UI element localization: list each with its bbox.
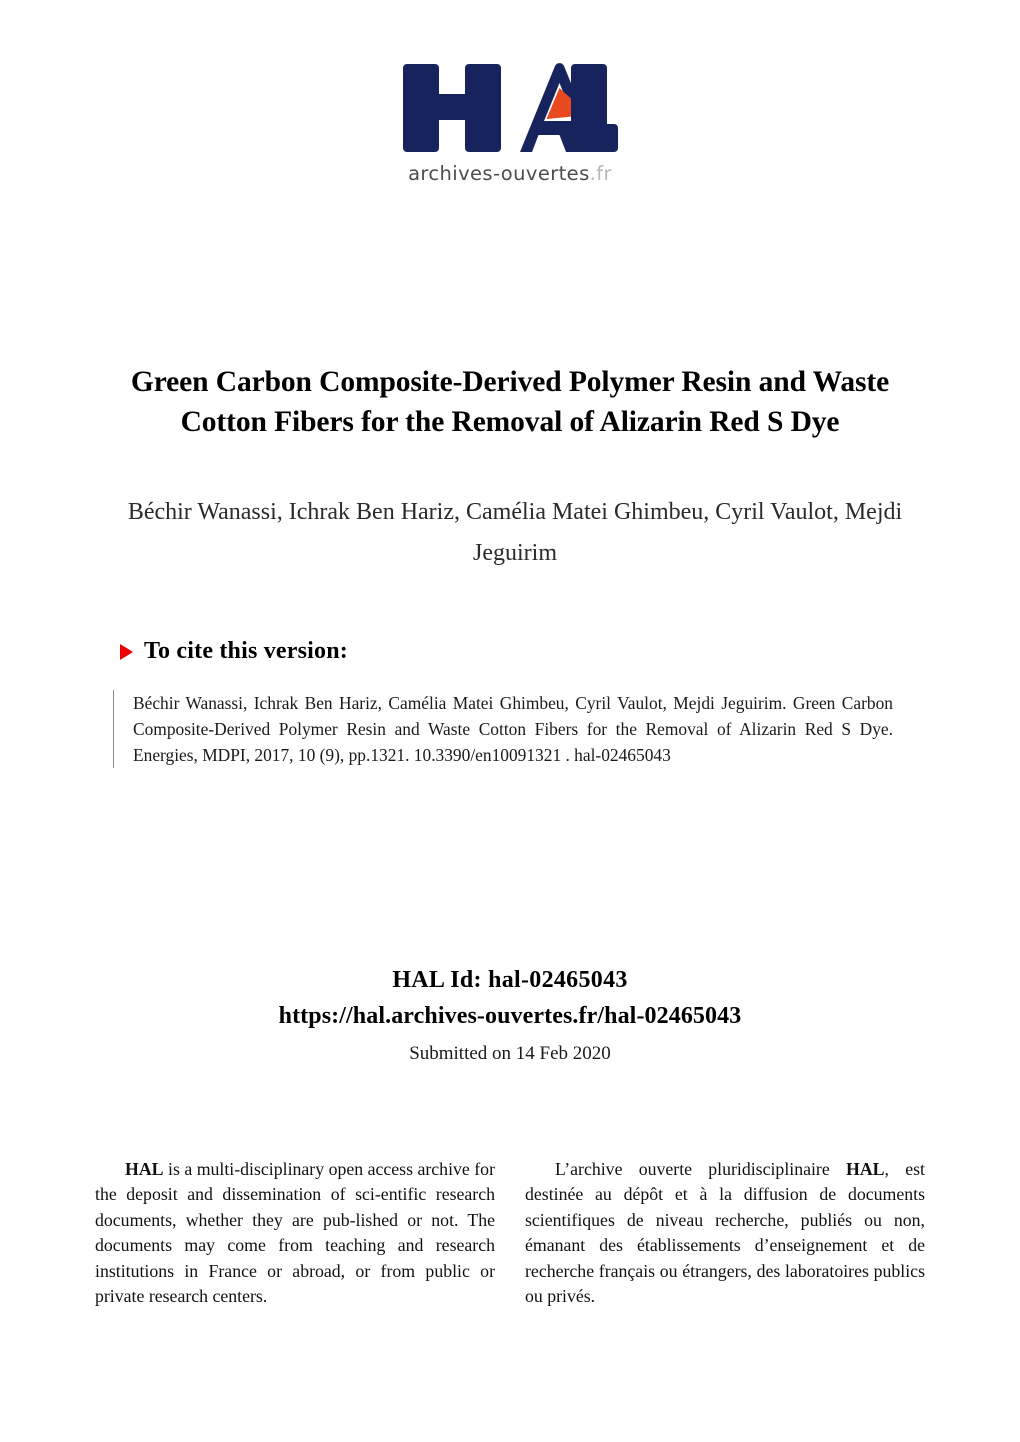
hal-description-english-bold: HAL xyxy=(125,1159,164,1179)
hal-logo-subtitle xyxy=(408,162,612,185)
cite-this-version-label: To cite this version: xyxy=(144,638,348,664)
hal-description-french-text: , est destinée au dépôt et à la diffusion de documents scientifiques de niveau recherche, publiés ou non, émanant des établissements d’enseignement et de recherche français ou étrangers, des laboratoires publics ou privés. xyxy=(525,1159,925,1307)
hal-logo xyxy=(0,58,1020,185)
hal-id-label: HAL Id: hal-02465043 xyxy=(392,967,628,993)
hal-description-french xyxy=(525,1157,925,1309)
hal-description-french-bold: HAL xyxy=(846,1159,885,1179)
cite-this-version-heading xyxy=(120,638,348,665)
triangle-bullet-icon xyxy=(120,644,133,660)
hal-id-url[interactable]: https://hal.archives-ouvertes.fr/hal-02465043 xyxy=(278,1003,742,1029)
hal-wordmark-icon xyxy=(403,58,618,158)
hal-logo-subtitle-dark: archives-ouvertes xyxy=(408,162,590,185)
hal-id-block xyxy=(0,963,1020,1071)
hal-logo-subtitle-light: .fr xyxy=(589,162,612,185)
page-title: Green Carbon Composite-Derived Polymer Resin and Waste Cotton Fibers for the Removal of Alizarin Red S Dye xyxy=(130,366,890,438)
hal-description xyxy=(95,1157,925,1309)
author-list: Béchir Wanassi, Ichrak Ben Hariz, Camélia Matei Ghimbeu, Cyril Vaulot, Mejdi Jeguirim xyxy=(127,499,903,566)
hal-description-french-pre: L’archive ouverte pluridisciplinaire xyxy=(555,1159,846,1179)
citation-reference: Béchir Wanassi, Ichrak Ben Hariz, Camélia Matei Ghimbeu, Cyril Vaulot, Mejdi Jeguirim. Green Carbon Composite-Derived Polymer Resin and Waste Cotton Fibers for the Removal of Alizarin Red S Dye. Energies, MDPI, 2017, 10 (9), pp.1321. 10.3390/en10091321 . hal-02465043 xyxy=(113,690,893,768)
hal-description-english xyxy=(95,1157,495,1309)
hal-description-english-text: is a multi-disciplinary open access archive for the deposit and dissemination of sci-entific research documents, whether they are pub-lished or not. The documents may come from teaching and research institutions in France or abroad, or from public or private research centers. xyxy=(95,1159,495,1307)
hal-submitted-date: Submitted on 14 Feb 2020 xyxy=(409,1043,611,1064)
